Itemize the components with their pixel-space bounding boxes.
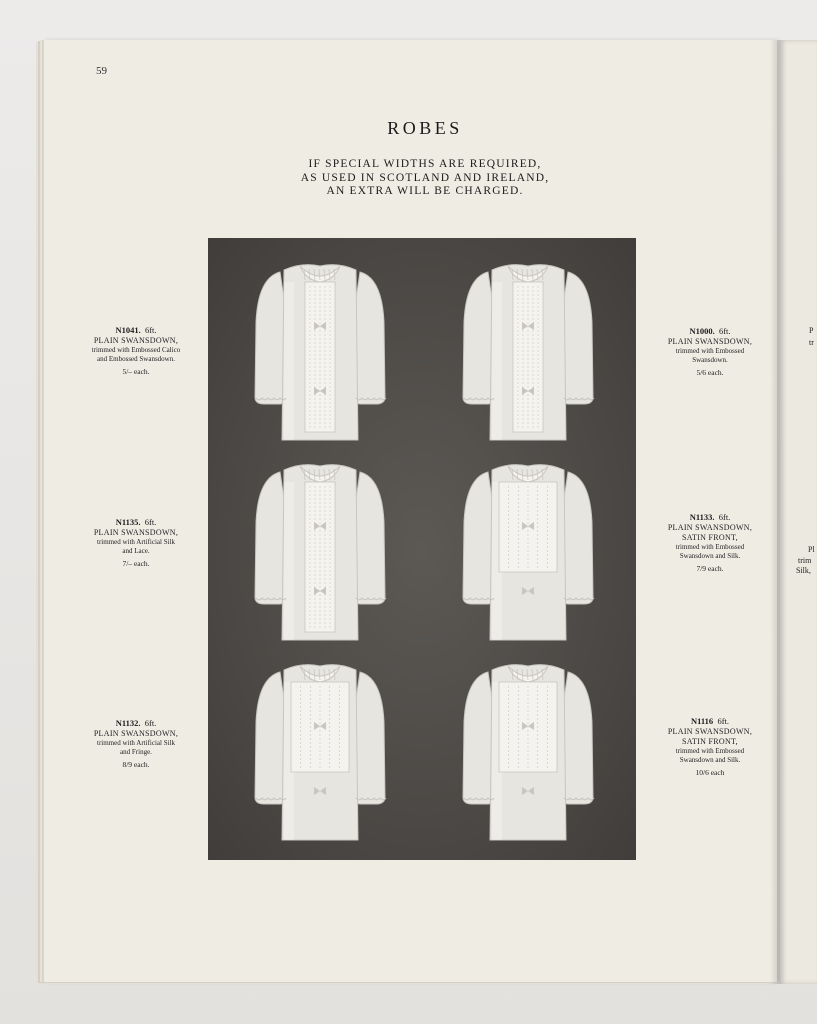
item-fabric: PLAIN SWANSDOWN, xyxy=(667,727,753,736)
page-title: ROBES xyxy=(387,118,463,138)
robe-illustration xyxy=(250,252,390,442)
item-code: N1133. xyxy=(689,512,715,522)
caption-n1000 xyxy=(640,326,780,378)
robe-illustration xyxy=(458,452,598,642)
item-size: 6ft. xyxy=(144,718,157,728)
item-desc: trimmed with Artificial Silk xyxy=(97,538,175,546)
item-fabric: PLAIN SWANSDOWN, xyxy=(667,523,753,532)
robe-image-n1132 xyxy=(250,652,390,842)
item-desc: trimmed with Artificial Silk xyxy=(97,739,175,747)
item-size: 6ft. xyxy=(144,325,157,335)
item-desc: Swansdown. xyxy=(692,356,728,364)
item-price: 8/9 each. xyxy=(122,760,150,769)
next-page-edge xyxy=(780,40,817,984)
item-fabric: PLAIN SWANSDOWN, xyxy=(93,528,179,537)
item-desc: and Fringe. xyxy=(120,748,152,756)
item-desc: trimmed with Embossed Calico xyxy=(91,346,181,354)
caption-n1041 xyxy=(66,325,206,377)
item-size: 6ft. xyxy=(144,517,157,527)
item-desc: trimmed with Embossed xyxy=(675,543,745,551)
item-code: N1000. xyxy=(689,326,715,336)
item-fabric-front: SATIN FRONT, xyxy=(682,533,738,542)
item-desc: Swansdown and Silk. xyxy=(679,756,741,764)
next-page-fragment: Silk, xyxy=(796,566,811,575)
item-size: 6ft. xyxy=(718,512,731,522)
item-desc: Swansdown and Silk. xyxy=(679,552,741,560)
item-desc: trimmed with Embossed xyxy=(675,347,745,355)
item-price: 5/– each. xyxy=(122,367,150,376)
robe-illustration xyxy=(458,652,598,842)
item-desc: and Embossed Swansdown. xyxy=(97,355,175,363)
robe-image-n1135 xyxy=(250,452,390,642)
subtitle-line: IF SPECIAL WIDTHS ARE REQUIRED, xyxy=(308,158,542,170)
caption-n1116 xyxy=(640,716,780,778)
subtitle-line: AS USED IN SCOTLAND AND IRELAND, xyxy=(300,171,550,184)
item-code: N1041. xyxy=(115,325,141,335)
item-fabric-front: SATIN FRONT, xyxy=(682,737,738,746)
item-size: 6ft. xyxy=(718,326,731,336)
caption-n1132 xyxy=(66,718,206,770)
item-code: N1116 xyxy=(690,716,714,726)
robe-image-n1133 xyxy=(458,452,598,642)
next-page-fragment: trim xyxy=(798,556,812,565)
item-code: N1135. xyxy=(115,517,141,527)
next-page-fragment: Pl xyxy=(808,545,815,554)
item-desc: and Lace. xyxy=(122,547,150,555)
caption-n1133 xyxy=(640,512,780,574)
item-fabric: PLAIN SWANSDOWN, xyxy=(93,729,179,738)
subtitle-line: AN EXTRA WILL BE CHARGED. xyxy=(326,185,524,197)
page-number: 59 xyxy=(96,65,107,77)
item-size: 6ft. xyxy=(717,716,730,726)
robe-illustration xyxy=(250,652,390,842)
item-price: 5/6 each. xyxy=(696,368,724,377)
item-desc: trimmed with Embossed xyxy=(675,747,745,755)
item-code: N1132. xyxy=(115,718,141,728)
robe-illustration xyxy=(458,252,598,442)
robe-image-n1041 xyxy=(250,252,390,442)
item-fabric: PLAIN SWANSDOWN, xyxy=(93,336,179,345)
robe-illustration xyxy=(250,452,390,642)
robe-image-n1000 xyxy=(458,252,598,442)
item-price: 7/– each. xyxy=(122,559,150,568)
item-price: 10/6 each xyxy=(695,768,725,777)
item-price: 7/9 each. xyxy=(696,564,724,573)
robe-image-n1116 xyxy=(458,652,598,842)
page-subtitle xyxy=(250,158,600,199)
robes-photo-plate xyxy=(208,238,636,860)
caption-n1135 xyxy=(66,517,206,569)
next-page-fragment: P xyxy=(809,326,814,335)
item-fabric: PLAIN SWANSDOWN, xyxy=(667,337,753,346)
next-page-fragment: tr xyxy=(809,338,814,347)
